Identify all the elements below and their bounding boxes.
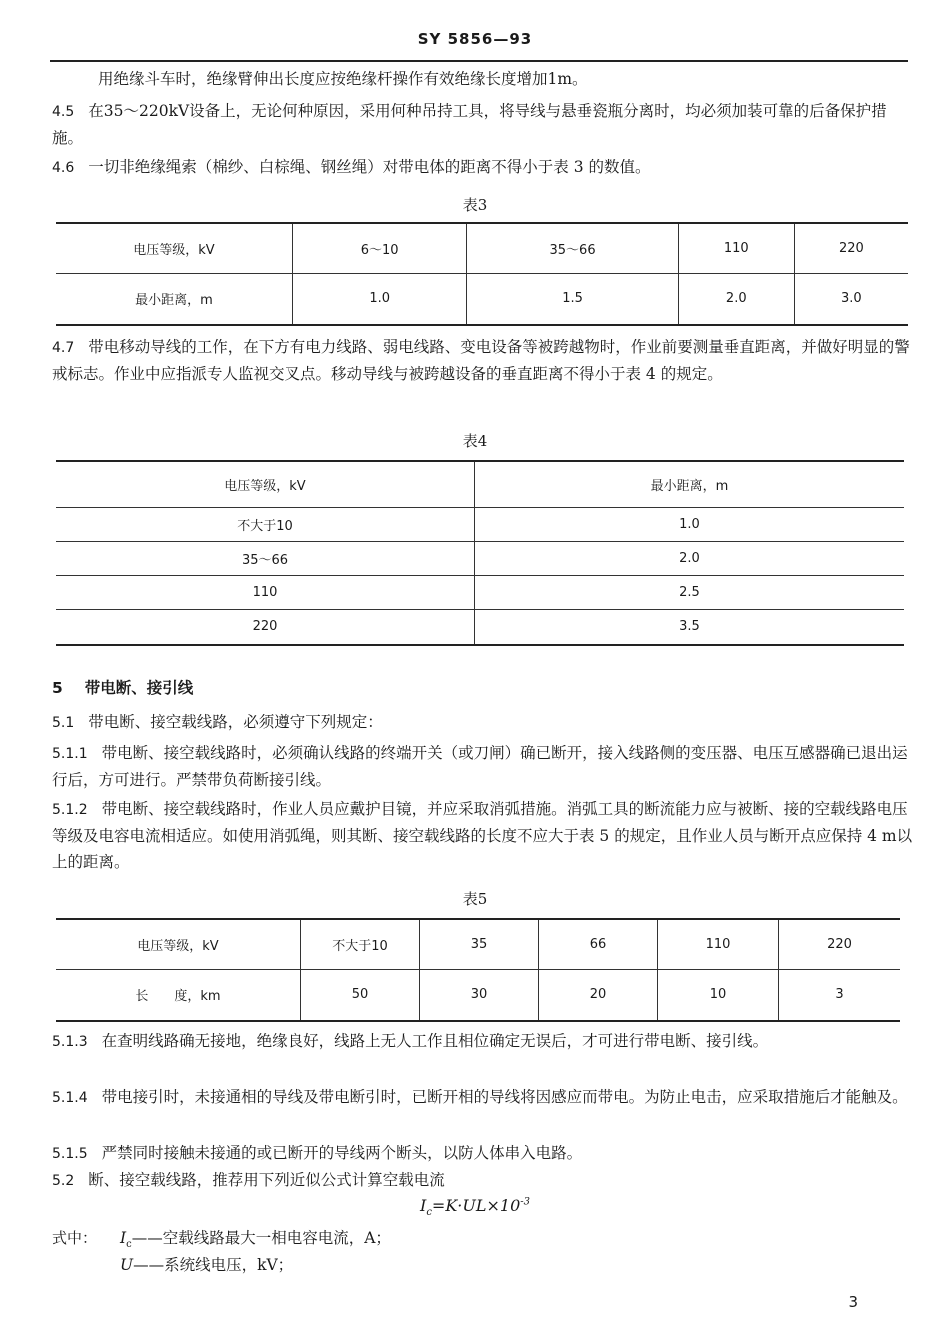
paragraph-5-1-5 xyxy=(52,1140,914,1167)
table-row xyxy=(56,507,904,541)
paragraph-5-1-3 xyxy=(52,1028,914,1055)
table-cell: 35～66 xyxy=(467,223,678,273)
table-cell: 10 xyxy=(658,969,779,1021)
where-subscript: c xyxy=(126,1239,132,1251)
paragraph-4-5 xyxy=(52,98,914,151)
table-cell: 不大于10 xyxy=(56,507,475,541)
table-row xyxy=(56,969,900,1021)
clause-number: 5.2 xyxy=(52,1173,75,1189)
table-cell: 最小距离，m xyxy=(56,273,293,325)
table-cell: 不大于10 xyxy=(301,919,420,969)
clause-number: 5.1.3 xyxy=(52,1034,88,1050)
clause-text: 带电断、接空载线路时，作业人员应戴护目镜，并应采取消弧措施。消弧工具的断流能力应与被断、接的空载线路电压等级及电容电流相适应。如使用消弧绳，则其断、接空载线路的长度不应大于表 5 的规定，且作业人员与断开点应保持 4 m以上的距离。 xyxy=(52,800,913,871)
page-number: 3 xyxy=(848,1293,858,1311)
where-description: ——空载线路最大一相电容电流，A； xyxy=(131,1229,391,1247)
section-5-heading xyxy=(52,676,193,698)
table5 xyxy=(56,918,900,1022)
table-cell: 3.0 xyxy=(794,273,908,325)
table-row xyxy=(56,273,908,325)
section-number: 5 xyxy=(52,679,63,697)
clause-number: 4.5 xyxy=(52,104,75,120)
table-row xyxy=(56,609,904,645)
where-description: ——系统线电压，kV； xyxy=(133,1256,294,1274)
formula-symbol: I xyxy=(419,1196,427,1215)
header-rule xyxy=(50,60,908,62)
table-cell: 电压等级，kV xyxy=(56,223,293,273)
table-cell: 66 xyxy=(539,919,658,969)
clause-text: 带电移动导线的工作，在下方有电力线路、弱电线路、变电设备等被跨越物时，作业前要测量垂直距离，并做好明显的警戒标志。作业中应指派专人监视交叉点。移动导线与被跨越设备的垂直距离不得小于表 4 的规定。 xyxy=(52,338,910,383)
where-line-2 xyxy=(52,1252,914,1278)
table-cell: 50 xyxy=(301,969,420,1021)
clause-number: 5.1.1 xyxy=(52,746,88,762)
clause-text: 带电接引时，未接通相的导线及带电断引时，已断开相的导线将因感应而带电。为防止电击，应采取措施后才能触及。 xyxy=(101,1088,908,1106)
paragraph-4-7 xyxy=(52,334,914,387)
where-symbol: U xyxy=(120,1256,134,1274)
clause-text: 带电断、接空载线路，必须遵守下列规定： xyxy=(88,713,383,731)
clause-text: 在查明线路确无接地，绝缘良好，线路上无人工作且相位确定无误后，才可进行带电断、接引线。 xyxy=(101,1032,769,1050)
formula-exponent: -3 xyxy=(520,1196,530,1208)
table-cell: 2.5 xyxy=(475,575,905,609)
table3-caption: 表3 xyxy=(462,196,488,214)
table-cell: 110 xyxy=(658,919,779,969)
table-row xyxy=(56,575,904,609)
clause-text: 严禁同时接触未接通的或已断开的导线两个断头，以防人体串入电路。 xyxy=(101,1144,583,1162)
table3 xyxy=(56,222,908,326)
table-cell: 110 xyxy=(678,223,794,273)
table-cell: 长 度，km xyxy=(56,969,301,1021)
table-cell: 35～66 xyxy=(56,541,475,575)
clause-text: 断、接空载线路，推荐用下列近似公式计算空载电流 xyxy=(88,1171,445,1189)
paragraph-5-1-2 xyxy=(52,796,914,875)
table-row xyxy=(56,919,900,969)
table-cell: 2.0 xyxy=(475,541,905,575)
formula-subscript: c xyxy=(426,1207,432,1219)
paragraph-5-1-1 xyxy=(52,740,914,793)
table-cell: 35 xyxy=(420,919,539,969)
table-row xyxy=(56,461,904,507)
capacitive-current-formula xyxy=(0,1196,950,1218)
table-cell: 220 xyxy=(779,919,901,969)
where-symbol: I xyxy=(120,1229,127,1247)
table-cell: 电压等级，kV xyxy=(56,461,475,507)
paragraph-4-6 xyxy=(52,154,914,181)
table-cell: 电压等级，kV xyxy=(56,919,301,969)
clause-number: 4.6 xyxy=(52,160,75,176)
paragraph-continuation: 用绝缘斗车时，绝缘臂伸出长度应按绝缘杆操作有效绝缘长度增加1m。 xyxy=(98,70,588,88)
clause-number: 5.1.4 xyxy=(52,1090,88,1106)
formula-expression: =K·UL×10 xyxy=(431,1196,521,1215)
table-cell: 最小距离，m xyxy=(475,461,905,507)
table-cell: 1.0 xyxy=(475,507,905,541)
clause-text: 一切非绝缘绳索（棉纱、白棕绳、钢丝绳）对带电体的距离不得小于表 3 的数值。 xyxy=(88,158,651,176)
clause-number: 4.7 xyxy=(52,340,75,356)
section-title: 带电断、接引线 xyxy=(84,679,194,697)
table-cell: 6～10 xyxy=(293,223,467,273)
table-cell: 30 xyxy=(420,969,539,1021)
clause-text: 带电断、接空载线路时，必须确认线路的终端开关（或刀闸）确已断开，接入线路侧的变压器、电压互感器确已退出运行后，方可进行。严禁带负荷断接引线。 xyxy=(52,744,908,789)
table5-caption: 表5 xyxy=(462,890,488,908)
table-row xyxy=(56,223,908,273)
table4-caption: 表4 xyxy=(462,432,488,450)
paragraph-5-1 xyxy=(52,709,914,736)
table-cell: 1.0 xyxy=(293,273,467,325)
paragraph-5-1-4 xyxy=(52,1084,914,1111)
clause-text: 在35～220kV设备上，无论何种原因，采用何种吊持工具，将导线与悬垂瓷瓶分离时，均必须加装可靠的后备保护措施。 xyxy=(52,102,887,147)
table-cell: 110 xyxy=(56,575,475,609)
table-cell: 20 xyxy=(539,969,658,1021)
clause-number: 5.1.5 xyxy=(52,1146,88,1162)
clause-number: 5.1.2 xyxy=(52,802,88,818)
clause-number: 5.1 xyxy=(52,715,75,731)
where-label: 式中： xyxy=(52,1229,98,1247)
table-cell: 220 xyxy=(56,609,475,645)
standard-code-header: SY 5856—93 xyxy=(417,30,533,48)
table4 xyxy=(56,460,904,646)
table-cell: 220 xyxy=(794,223,908,273)
table-cell: 2.0 xyxy=(678,273,794,325)
table-cell: 1.5 xyxy=(467,273,678,325)
table-cell: 3.5 xyxy=(475,609,905,645)
table-row xyxy=(56,541,904,575)
paragraph-5-2 xyxy=(52,1167,914,1194)
table-cell: 3 xyxy=(779,969,901,1021)
